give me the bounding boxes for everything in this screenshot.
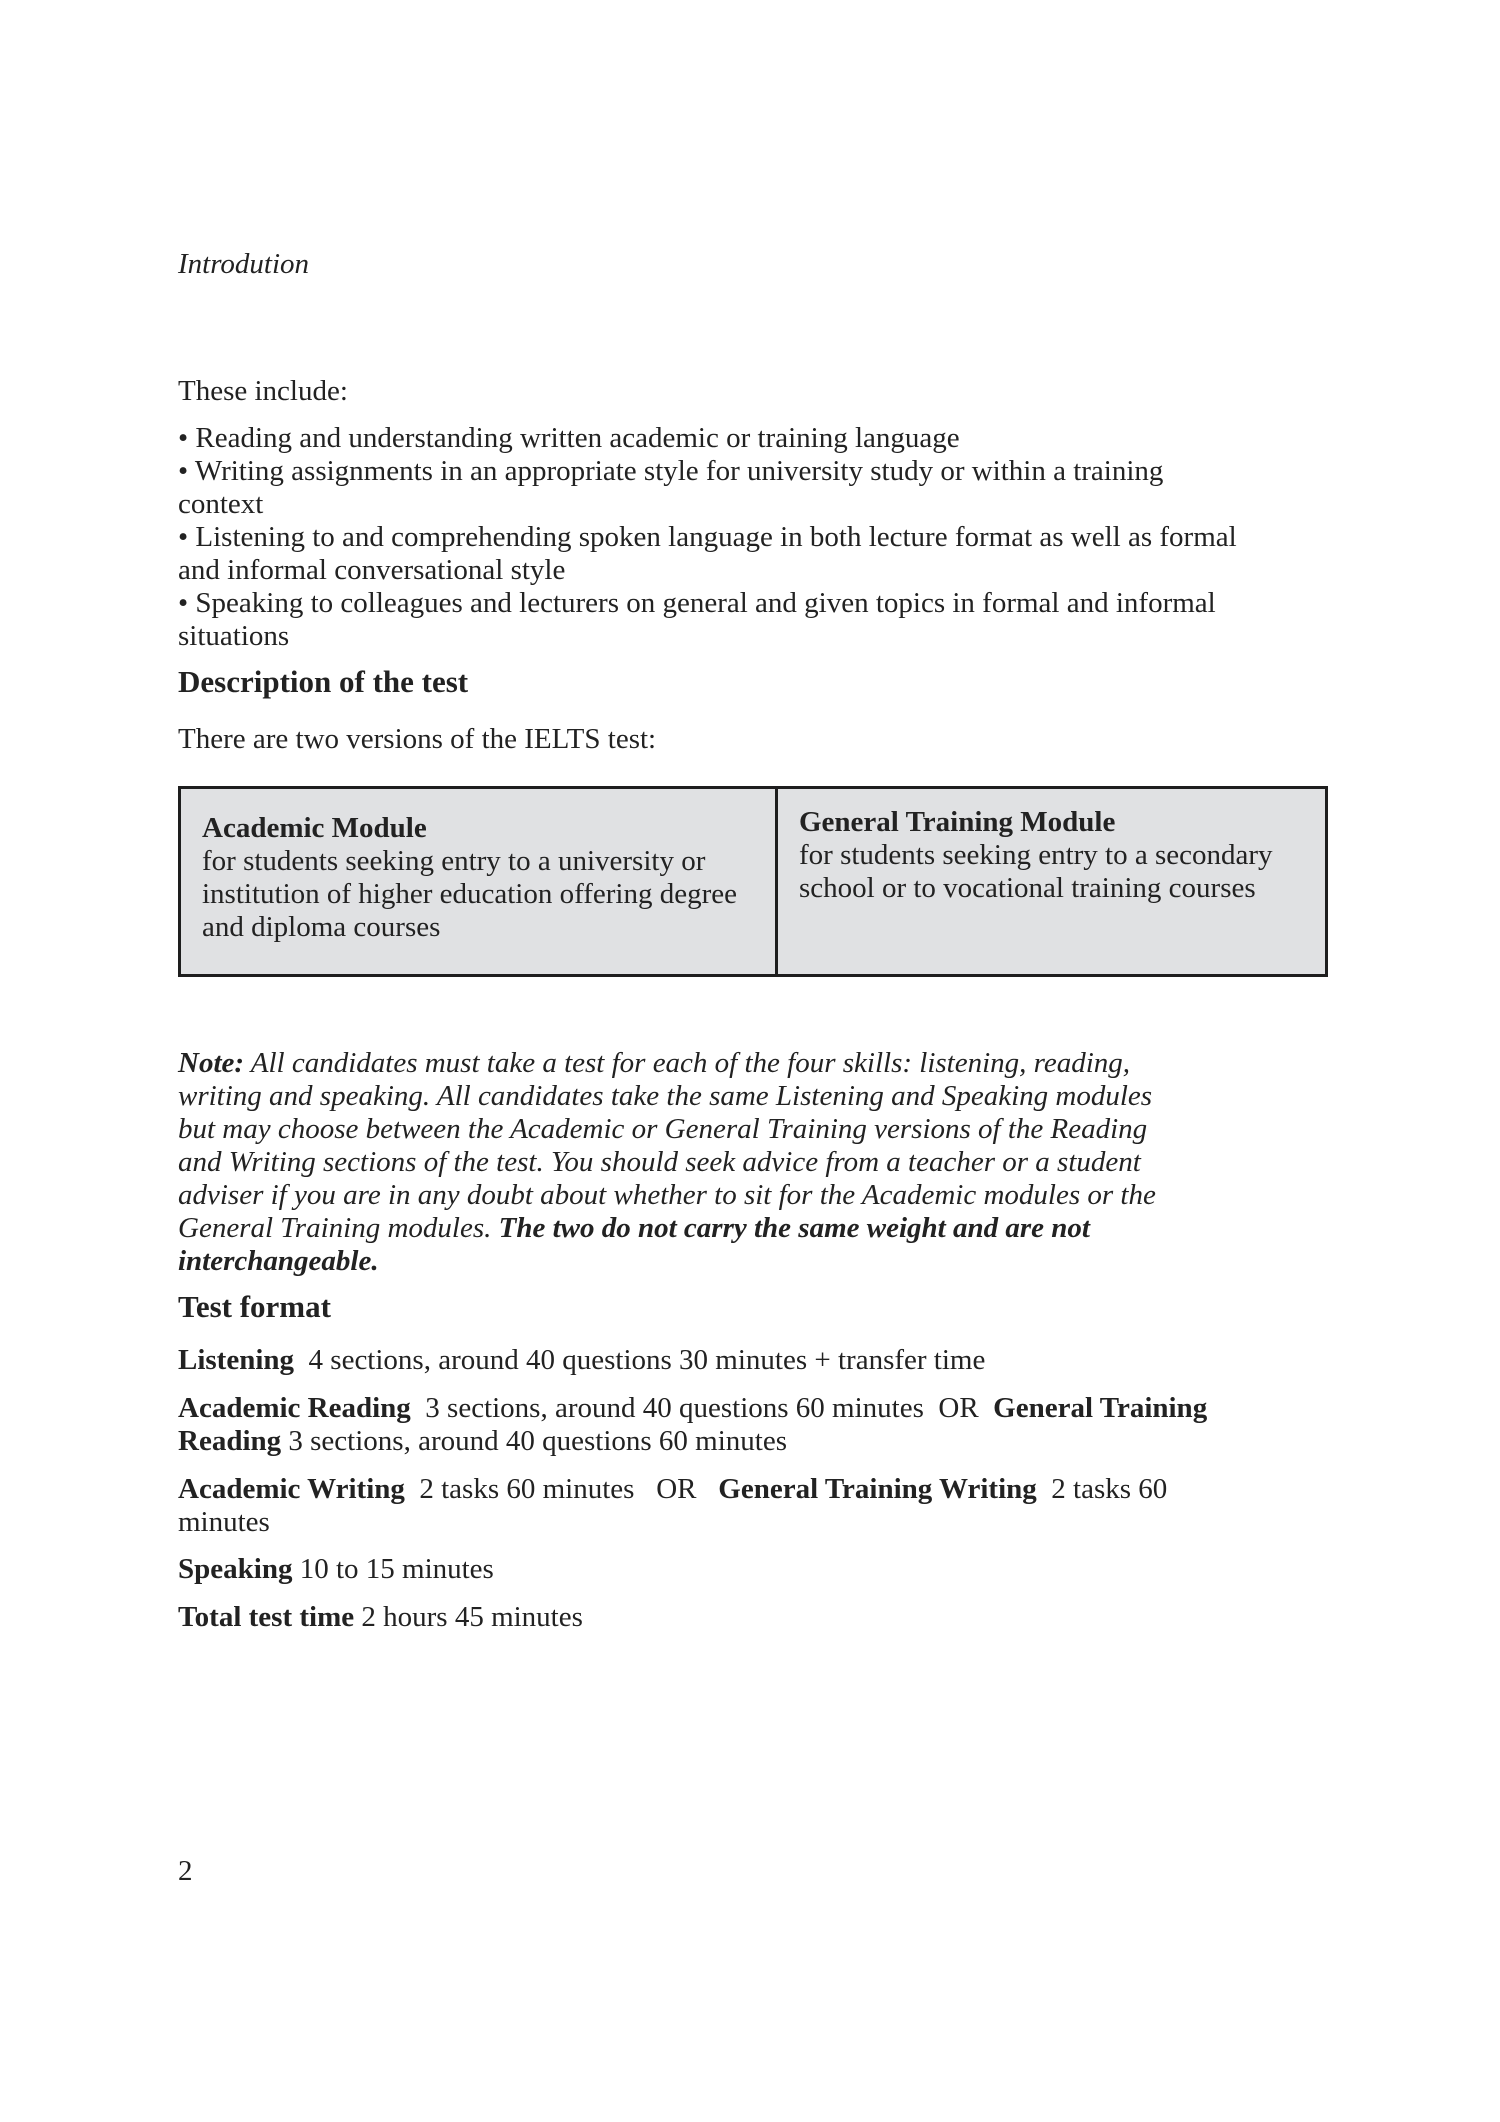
format-speaking bbox=[178, 1553, 1238, 1586]
academic-reading-label: Academic Reading bbox=[178, 1392, 411, 1424]
modules-table bbox=[178, 786, 1328, 977]
page-number: 2 bbox=[178, 1855, 193, 1887]
bullet-item-writing: • Writing assignments in an appropriate style for university study or within a training context bbox=[178, 455, 1164, 520]
general-reading-detail: 3 sections, around 40 questions 60 minutes bbox=[288, 1425, 787, 1457]
total-detail: 2 hours 45 minutes bbox=[361, 1601, 583, 1633]
academic-writing-detail: 2 tasks 60 minutes bbox=[419, 1473, 635, 1505]
skills-bullet-list bbox=[178, 422, 1238, 653]
reading-or: OR bbox=[938, 1392, 979, 1424]
general-writing-detail: 2 tasks 60 minutes bbox=[178, 1473, 1168, 1538]
general-training-module-text: for students seeking entry to a secondary school or to vocational training courses bbox=[799, 839, 1273, 904]
academic-module-text: for students seeking entry to a university or institution of higher education offering degree and diploma courses bbox=[202, 845, 737, 943]
general-reading-label: General Training Reading bbox=[178, 1392, 1208, 1457]
listening-detail: 4 sections, around 40 questions 30 minutes + transfer time bbox=[308, 1344, 986, 1376]
note-emphasis: The two do not carry the same weight and are not interchangeable. bbox=[178, 1212, 1090, 1277]
format-writing bbox=[178, 1473, 1238, 1539]
test-format-heading: Test format bbox=[178, 1289, 331, 1324]
general-training-module-cell bbox=[778, 789, 1325, 974]
academic-reading-detail: 3 sections, around 40 questions 60 minutes bbox=[425, 1392, 924, 1424]
writing-or: OR bbox=[656, 1473, 697, 1505]
format-reading bbox=[178, 1392, 1238, 1458]
note-label: Note: bbox=[178, 1047, 245, 1079]
general-training-module-title: General Training Module bbox=[799, 806, 1116, 838]
listening-label: Listening bbox=[178, 1344, 295, 1376]
note-text: All candidates must take a test for each of the four skills: listening, reading, writing and speaking. All candidates take the same Listening and Speaking modules but may choose between the Academic or General Training versions of the Reading and Writing sections of the test. You should seek advice from a teacher or a student adviser if you are in any doubt about whether to sit for the Academic modules or the General Training modules. bbox=[178, 1047, 1156, 1244]
speaking-detail: 10 to 15 minutes bbox=[299, 1553, 494, 1585]
academic-module-title: Academic Module bbox=[202, 812, 427, 844]
note-paragraph bbox=[178, 1047, 1188, 1278]
academic-module-cell bbox=[181, 789, 778, 974]
format-total bbox=[178, 1601, 1238, 1634]
general-writing-label: General Training Writing bbox=[718, 1473, 1037, 1505]
academic-writing-label: Academic Writing bbox=[178, 1473, 405, 1505]
bullet-item-speaking: • Speaking to colleagues and lecturers on general and given topics in formal and informal situations bbox=[178, 587, 1216, 652]
bullet-item-listening: • Listening to and comprehending spoken language in both lecture format as well as formal and informal conversational style bbox=[178, 521, 1237, 586]
running-head: Introdution bbox=[178, 248, 310, 280]
speaking-label: Speaking bbox=[178, 1553, 293, 1585]
description-heading: Description of the test bbox=[178, 664, 469, 699]
format-listening bbox=[178, 1344, 1238, 1377]
versions-intro: There are two versions of the IELTS test: bbox=[178, 723, 657, 755]
bullet-item-reading: • Reading and understanding written academic or training language bbox=[178, 422, 960, 454]
total-label: Total test time bbox=[178, 1601, 355, 1633]
intro-line: These include: bbox=[178, 375, 348, 407]
